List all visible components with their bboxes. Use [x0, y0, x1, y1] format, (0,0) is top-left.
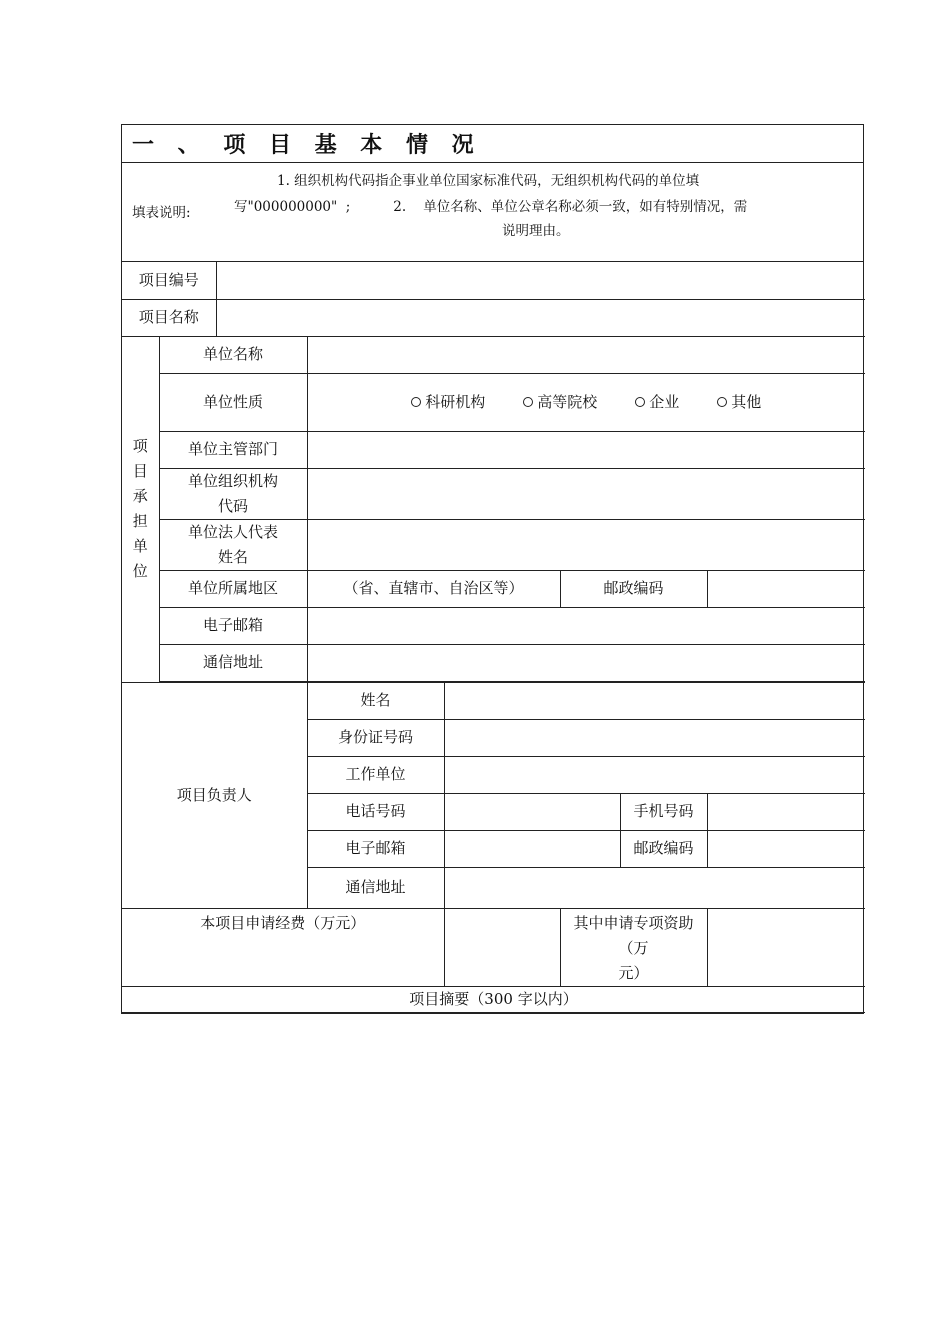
leader-work-unit-label: 工作单位 [307, 756, 444, 793]
leader-email-label: 电子邮箱 [307, 830, 444, 867]
unit-nature-options [307, 373, 865, 431]
leader-id-label: 身份证号码 [307, 719, 444, 756]
group-char: 承 [132, 487, 148, 505]
unit-email-label: 电子邮箱 [159, 607, 307, 644]
unit-legal-rep-field[interactable] [307, 519, 865, 570]
radio-circle-icon [635, 397, 645, 407]
leader-address-label: 通信地址 [307, 867, 444, 908]
leader-mobile-field[interactable] [707, 793, 865, 830]
instructions-line-3: 说明理由。 [502, 223, 570, 239]
group-char: 项 [132, 437, 148, 455]
instructions-line-1: 1. 组织机构代码指企事业单位国家标准代码，无组织机构代码的单位填 [277, 173, 700, 189]
leader-id-field[interactable] [444, 719, 865, 756]
leader-phone-field[interactable] [444, 793, 620, 830]
unit-address-field[interactable] [307, 644, 865, 681]
unit-nature-label: 单位性质 [159, 373, 307, 431]
unit-postcode-label: 邮政编码 [560, 570, 707, 607]
instructions-label: 填表说明: [132, 205, 191, 221]
unit-dept-field[interactable] [307, 431, 865, 468]
leader-work-unit-field[interactable] [444, 756, 865, 793]
group-char: 担 [132, 512, 148, 530]
radio-circle-icon [411, 397, 421, 407]
group-char: 位 [132, 562, 148, 580]
leader-address-field[interactable] [444, 867, 865, 908]
project-name-label: 项目名称 [122, 299, 216, 336]
leader-name-label: 姓名 [307, 682, 444, 719]
total-funding-label: 本项目申请经费（万元） [122, 908, 444, 986]
unit-region-field[interactable]: （省、直辖市、自治区等） [307, 570, 560, 607]
unit-name-label: 单位名称 [159, 336, 307, 373]
leader-postcode-label: 邮政编码 [620, 830, 707, 867]
radio-option-university[interactable]: 高等院校 [523, 390, 597, 415]
leader-mobile-label: 手机号码 [620, 793, 707, 830]
unit-region-label: 单位所属地区 [159, 570, 307, 607]
total-funding-field[interactable] [444, 908, 560, 986]
undertaking-unit-group-label [122, 336, 159, 682]
leader-phone-label: 电话号码 [307, 793, 444, 830]
special-funding-label: 其中申请专项资助（万 元） [560, 908, 707, 986]
unit-postcode-field[interactable] [707, 570, 865, 607]
radio-option-enterprise[interactable]: 企业 [635, 390, 679, 415]
unit-address-label: 通信地址 [159, 644, 307, 681]
fill-instructions [122, 163, 863, 262]
radio-option-research[interactable]: 科研机构 [411, 390, 485, 415]
project-name-field[interactable] [216, 299, 865, 336]
project-number-label: 项目编号 [122, 262, 216, 299]
unit-org-code-label: 单位组织机构 代码 [159, 468, 307, 519]
section-title: 一 、 项 目 基 本 情 况 [122, 125, 863, 163]
unit-dept-label: 单位主管部门 [159, 431, 307, 468]
group-char: 目 [132, 462, 148, 480]
unit-name-field[interactable] [307, 336, 865, 373]
project-number-field[interactable] [216, 262, 865, 299]
special-funding-field[interactable] [707, 908, 865, 986]
leader-group-label: 项目负责人 [122, 682, 307, 908]
leader-email-field[interactable] [444, 830, 620, 867]
info-table [122, 262, 865, 1013]
unit-legal-rep-label: 单位法人代表 姓名 [159, 519, 307, 570]
leader-name-field[interactable] [444, 682, 865, 719]
project-basic-info-form [121, 124, 864, 1014]
summary-label: 项目摘要（300 字以内） [122, 986, 865, 1012]
unit-org-code-field[interactable] [307, 468, 865, 519]
radio-circle-icon [717, 397, 727, 407]
instructions-line-2: 写"000000000" ; 2. 单位名称、单位公章名称必须一致，如有特别情况，需 [234, 199, 748, 215]
radio-circle-icon [523, 397, 533, 407]
radio-option-other[interactable]: 其他 [717, 390, 761, 415]
unit-email-field[interactable] [307, 607, 865, 644]
leader-postcode-field[interactable] [707, 830, 865, 867]
group-char: 单 [132, 537, 148, 555]
